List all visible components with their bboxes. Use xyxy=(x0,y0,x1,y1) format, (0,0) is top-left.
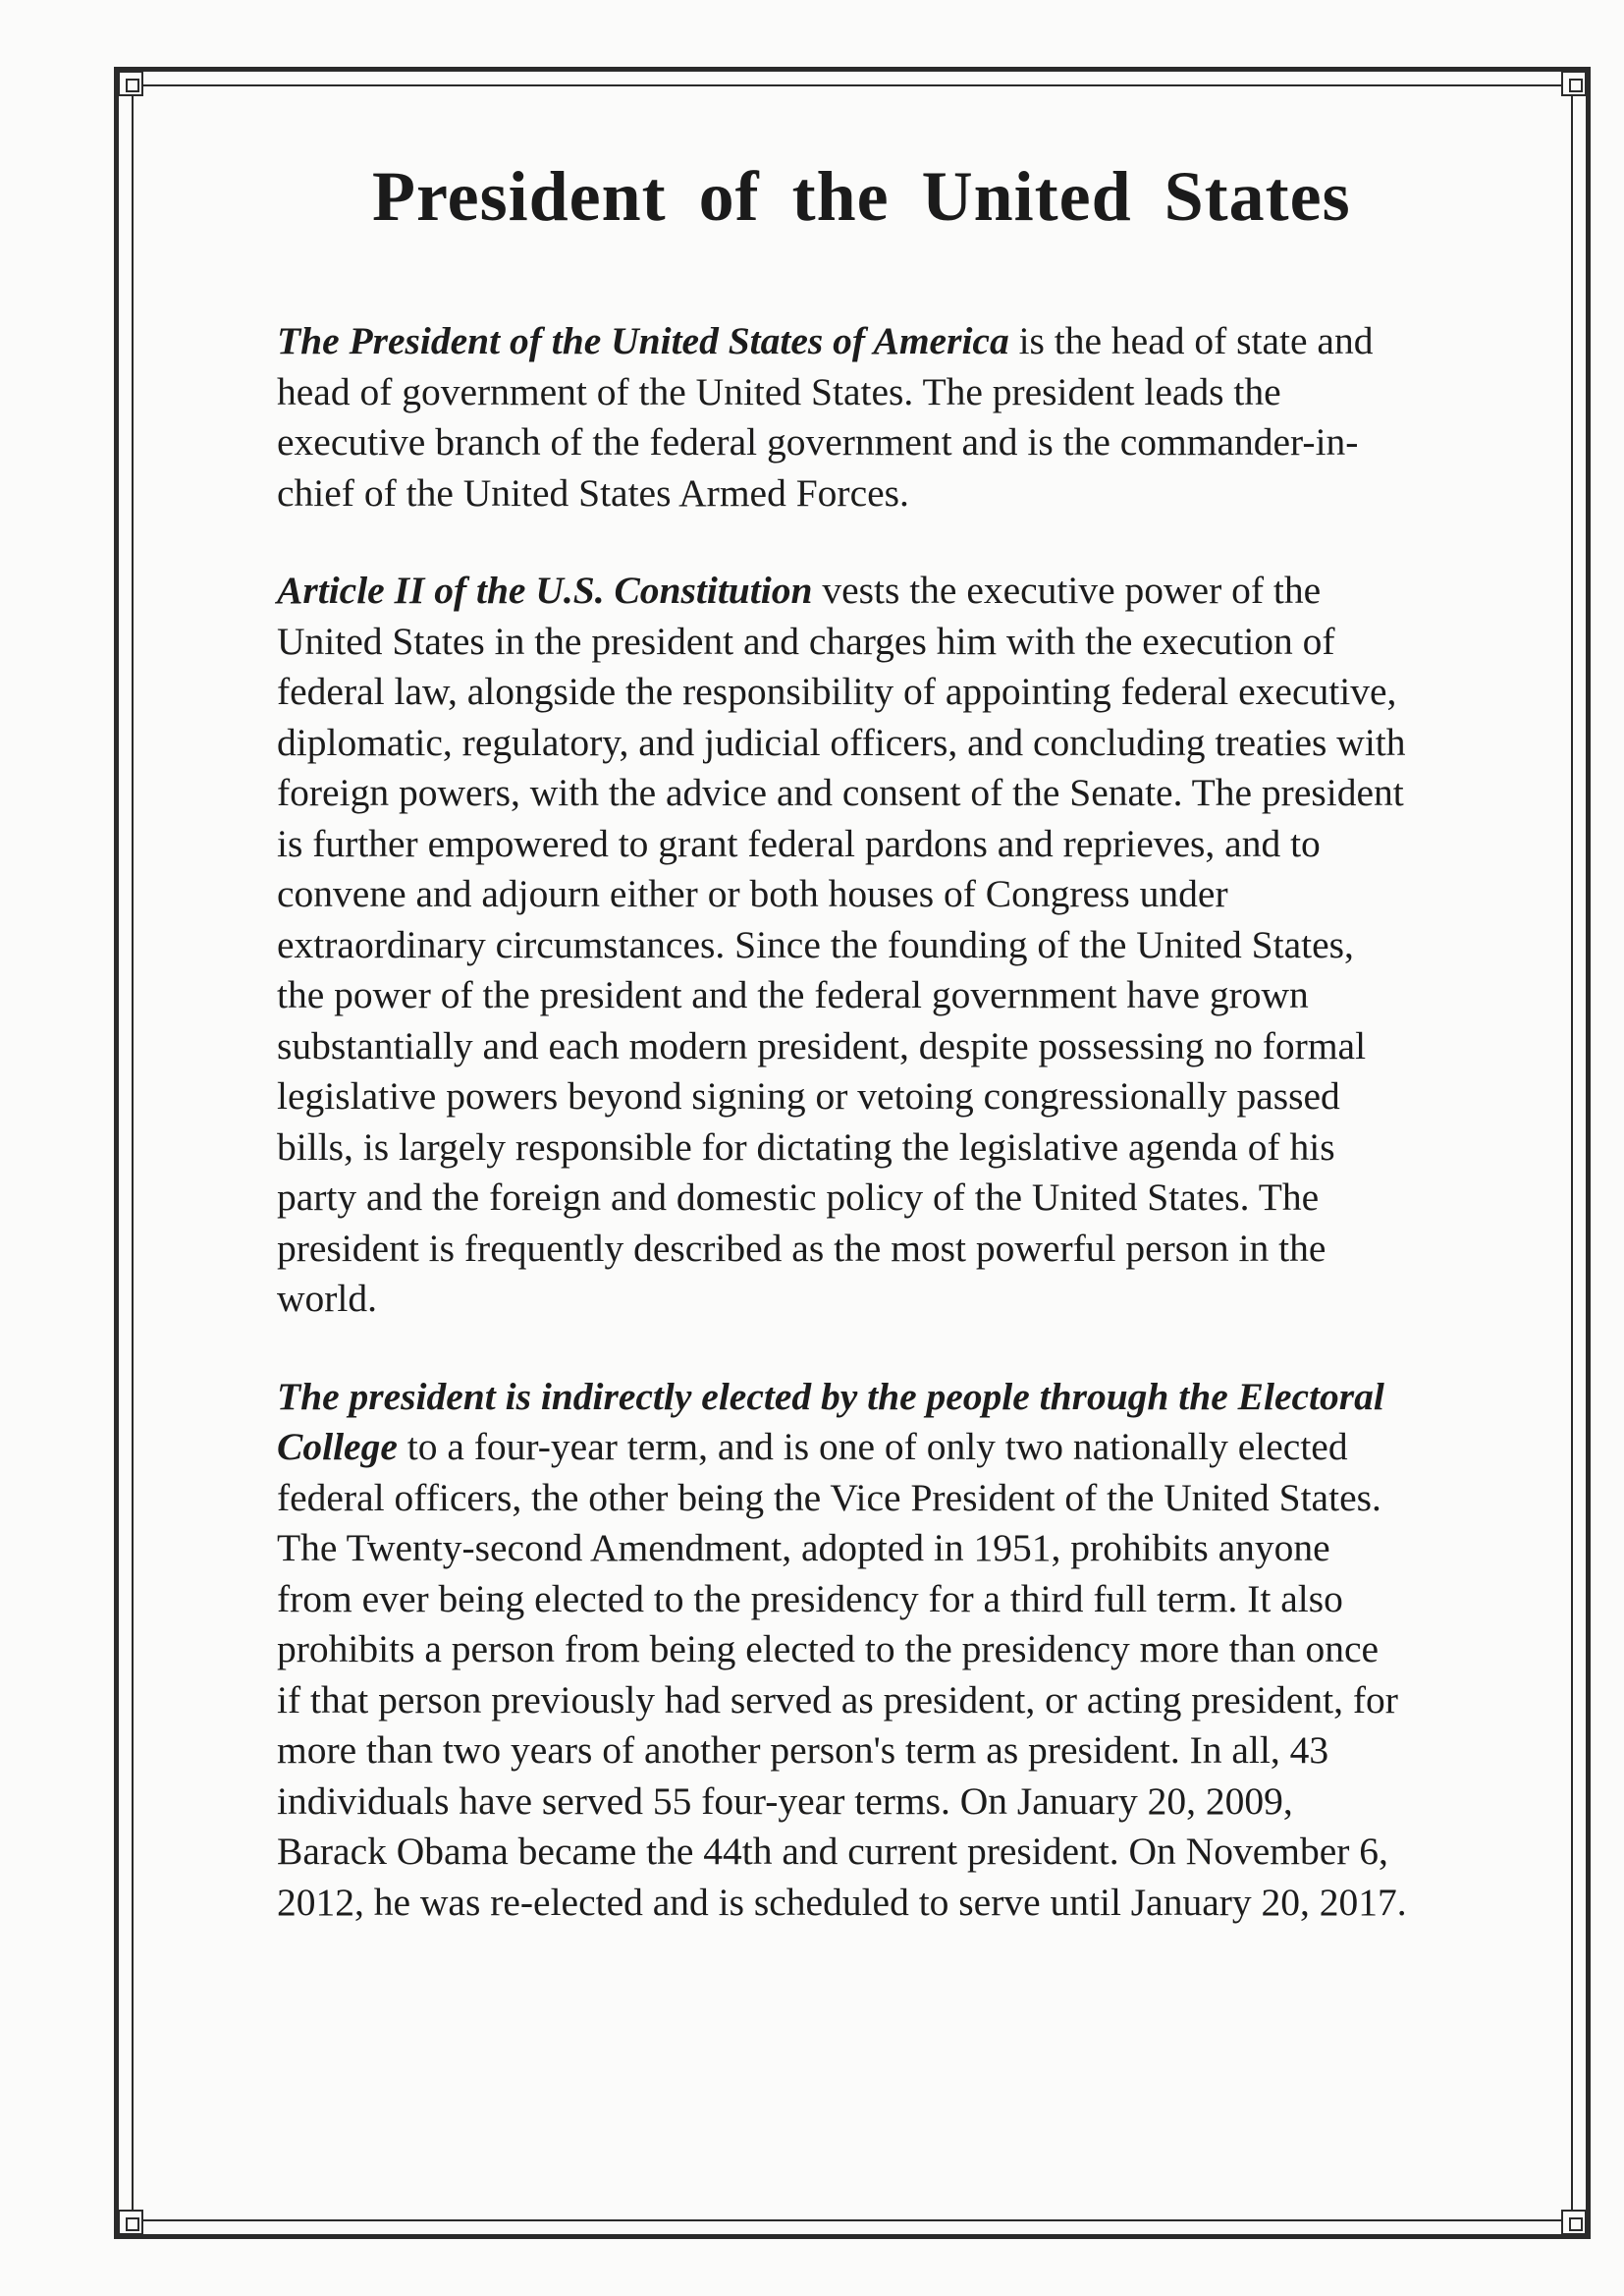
paragraph-election xyxy=(277,1372,1573,1929)
paragraph-constitution xyxy=(277,566,1573,1325)
page-title: President of the United States xyxy=(372,157,1351,236)
paragraph-text: is the head of state and head of government of the United States. The president leads the executive branch of the federal government and is the commander-in- chief of the United States Armed Forces. xyxy=(277,319,1374,515)
border-corner-ornament xyxy=(1561,2210,1587,2235)
paragraph-text: to a four-year term, and is one of only two nationally elected federal officers, the other being the Vice President of the United States. The Twenty-second Amendment, adopted in 1951, prohibits anyone from ever being elected to the presidency for a third full term. It also prohibits a person from being elected to the presidency more than once if that person previously had served as president, or acting president, for more than two years of another person's term as president. In all, 43 individuals have served 55 four-year terms. On January 20, 2009, Barack Obama became the 44th and current president. On November 6, 2012, he was re-elected and is scheduled to serve until January 20, 2017. xyxy=(277,1425,1407,1924)
paragraph-text: vests the executive power of the United States in the president and charges him with the execution of federal law, alongside the responsibility of appointing federal executive, diplomatic, regulatory, and judicial officers, and concluding treaties with foreign powers, with the advice and consent of the Senate. The president is further empowered to grant federal pardons and reprieves, and to convene and adjourn either or both houses of Congress under extraordinary circumstances. Since the founding of the United States, the power of the president and the federal government have grown substantially and each modern president, despite possessing no formal legislative powers beyond signing or vetoing congressionally passed bills, is largely responsible for dictating the legislative agenda of his party and the foreign and domestic policy of the United States. The president is frequently described as the most powerful person in the world. xyxy=(277,569,1406,1320)
border-corner-ornament xyxy=(118,2210,143,2235)
document-body xyxy=(277,147,1573,1928)
border-corner-ornament xyxy=(1561,71,1587,96)
paragraph-lead: Article II of the U.S. Constitution xyxy=(277,569,813,612)
paragraph-lead: The President of the United States of America xyxy=(277,319,1009,362)
paragraph-lead: The president is indirectly elected by the people through the Electoral College xyxy=(277,1374,1384,1468)
paragraph-intro xyxy=(277,316,1573,519)
border-corner-ornament xyxy=(118,71,143,96)
